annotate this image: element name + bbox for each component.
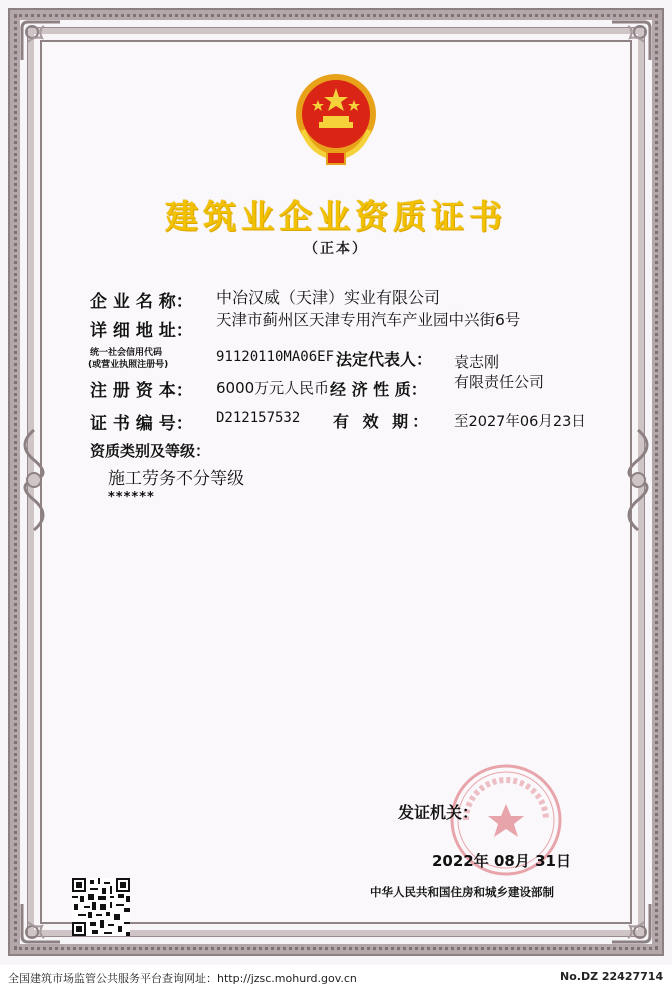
qualification-stars: ****** bbox=[108, 490, 155, 505]
issue-date: 2022年 08月 31日 bbox=[432, 852, 571, 870]
reg-capital-value: 6000万元人民币 bbox=[216, 379, 330, 397]
query-url-text: 全国建筑市场监管公共服务平台查询网址：http://jzsc.mohurd.gov.cn bbox=[8, 972, 357, 985]
side-ornament-icon bbox=[618, 425, 658, 535]
qualification-value: 施工劳务不分等级 bbox=[108, 469, 244, 489]
credit-code-value: 91120110MA06EF bbox=[216, 349, 335, 365]
reg-capital-label: 注 册 资 本： bbox=[90, 381, 193, 401]
credit-code-label: 统一社会信用代码 bbox=[90, 348, 163, 358]
corner-ornament-icon bbox=[18, 18, 64, 64]
econ-nature-label: 经 济 性 质： bbox=[330, 380, 427, 399]
validity-label: 有 效 期： bbox=[333, 412, 433, 431]
credit-code-label-sub: (或营业执照注册号) bbox=[88, 360, 169, 370]
ministry-text: 中华人民共和国住房和城乡建设部制 bbox=[370, 885, 554, 899]
corner-ornament-icon bbox=[18, 900, 64, 946]
company-name-value: 中冶汉威（天津）实业有限公司 bbox=[216, 288, 441, 307]
cert-no-value: D212157532 bbox=[216, 410, 301, 426]
side-ornament-icon bbox=[14, 425, 54, 535]
certificate-title: 建筑业企业资质证书 bbox=[165, 197, 507, 236]
national-emblem-icon bbox=[291, 70, 381, 166]
qualification-label: 资质类别及等级： bbox=[90, 442, 211, 460]
address-label: 详 细 地 址： bbox=[90, 321, 193, 341]
legal-rep-value: 袁志刚 bbox=[454, 353, 500, 371]
corner-ornament-icon bbox=[608, 18, 654, 64]
company-name-label: 企 业 名 称： bbox=[90, 292, 193, 312]
serial-number: No.DZ 22427714 bbox=[560, 970, 664, 983]
validity-value: 至2027年06月23日 bbox=[454, 414, 586, 430]
issuer-label: 发证机关： bbox=[398, 803, 479, 822]
legal-rep-label: 法定代表人： bbox=[336, 350, 433, 369]
certificate-subtitle: （正本） bbox=[304, 241, 368, 257]
cert-no-label: 证 书 编 号： bbox=[90, 414, 193, 434]
qr-code[interactable] bbox=[72, 878, 130, 936]
address-value: 天津市蓟州区天津专用汽车产业园中兴街6号 bbox=[216, 311, 521, 329]
econ-nature-value: 有限责任公司 bbox=[454, 373, 545, 391]
corner-ornament-icon bbox=[608, 900, 654, 946]
